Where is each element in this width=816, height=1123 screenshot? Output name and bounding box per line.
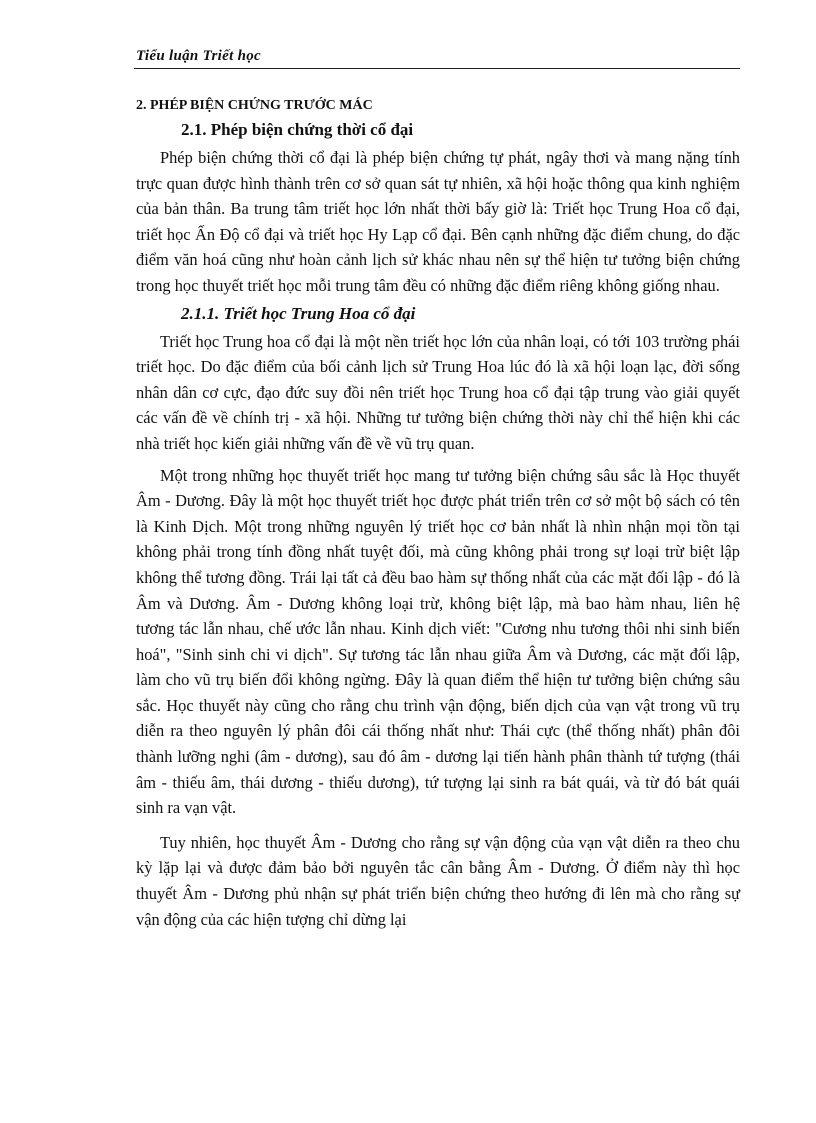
section-heading: 2. PHÉP BIỆN CHỨNG TRƯỚC MÁC (136, 98, 373, 113)
subsection-title-2-1-1: 2.1.1. Triết học Trung Hoa cổ đại (181, 303, 416, 323)
paragraph-ancient-dialectics: Phép biện chứng thời cổ đại là phép biện chứng tự phát, ngây thơi và mang nặng tính trực quan được hình thành trên cơ sở quan sát tự nhiên, xã hội hoặc thông qua kinh nghiệm của bản thân. Ba trung tâm triết học lớn nhất thời bấy giờ là: Triết học Trung Hoa cổ đại, triết học Ấn Độ cổ đại và triết học Hy Lạp cổ đại. Bên cạnh những đặc điểm chung, do đặc điểm văn hoá cũng như hoàn cảnh lịch sử khác nhau nên sự thể hiện tư tưởng biện chứng trong học thuyết triết học mỗi trung tâm đều có những đặc điểm riêng không giống nhau. (136, 148, 740, 295)
paragraph-yin-yang-critique: Tuy nhiên, học thuyết Âm - Dương cho rằng sự vận động của vạn vật diễn ra theo chu kỳ lặp lại và được đảm bảo bởi nguyên tắc cân bằng Âm - Dương. Ở điểm này thì học thuyết Âm - Dương phủ nhận sự phát triển biện chứng theo hướng đi lên mà cho rằng sự vận động của các hiện tượng chỉ dừng lại (136, 832, 740, 929)
header-title: Tiểu luận Triết học (136, 48, 262, 64)
page-header (134, 44, 740, 69)
document-body (136, 96, 740, 932)
paragraph-yin-yang: Một trong những học thuyết triết học mang tư tưởng biện chứng sâu sắc là Học thuyết Âm - Dương. Đây là một học thuyết triết học được phát triển trên cơ sở một bộ sách có tên là Kinh Dịch. Một trong những nguyên lý triết học cơ bản nhất là nhìn nhận mọi tồn tại không phải trong tính đồng nhất tuyệt đối, mà cũng không phải trong sự loại trừ biệt lập không thể tương đồng. Trái lại tất cả đều bao hàm sự thống nhất của các mặt đối lập - đó là Âm và Dương. Âm - Dương không loại trừ, không biệt lập, mà bao hàm nhau, liên hệ tương tác lẫn nhau, chế ước lẫn nhau. Kinh dịch viết: "Cương nhu tương thôi nhi sinh biến hoá", "Sinh sinh chi vi dịch". Sự tương tác lẫn nhau giữa Âm và Dương, các mặt đối lập, làm cho vũ trụ biến đổi không ngừng. Đây là quan điểm thể hiện tư tưởng biện chứng sâu sắc. Học thuyết này cũng cho rằng chu trình vận động, biến dịch của vạn vật trong vũ trụ diễn ra theo nguyên lý phân đôi cái thống nhất như: Thái cực (thể thống nhất) phân đôi thành lưỡng nghi (âm - dương), sau đó âm - dương lại tiến hành phân thành tứ tượng (thái âm - thiếu âm, thái dương - thiếu dương), tứ tượng lại sinh ra bát quái, và từ đó bát quái sinh ra vạn vật. (136, 465, 740, 818)
paragraph-chinese-philosophy: Triết học Trung hoa cổ đại là một nền triết học lớn của nhân loại, có tới 103 trường phái triết học. Do đặc điểm của bối cảnh lịch sử Trung Hoa lúc đó là xã hội loạn lạc, đời sống nhân dân cơ cực, đạo đức suy đồi nên triết học Trung hoa cổ đại tập trung vào giải quyết các vấn đề về chính trị - xã hội. Những tư tưởng biện chứng thời này chỉ thể hiện khi các nhà triết học kiến giải những vấn đề về vũ trụ quan. (136, 331, 740, 453)
subsection-title-2-1: 2.1. Phép biện chứng thời cổ đại (181, 120, 414, 139)
